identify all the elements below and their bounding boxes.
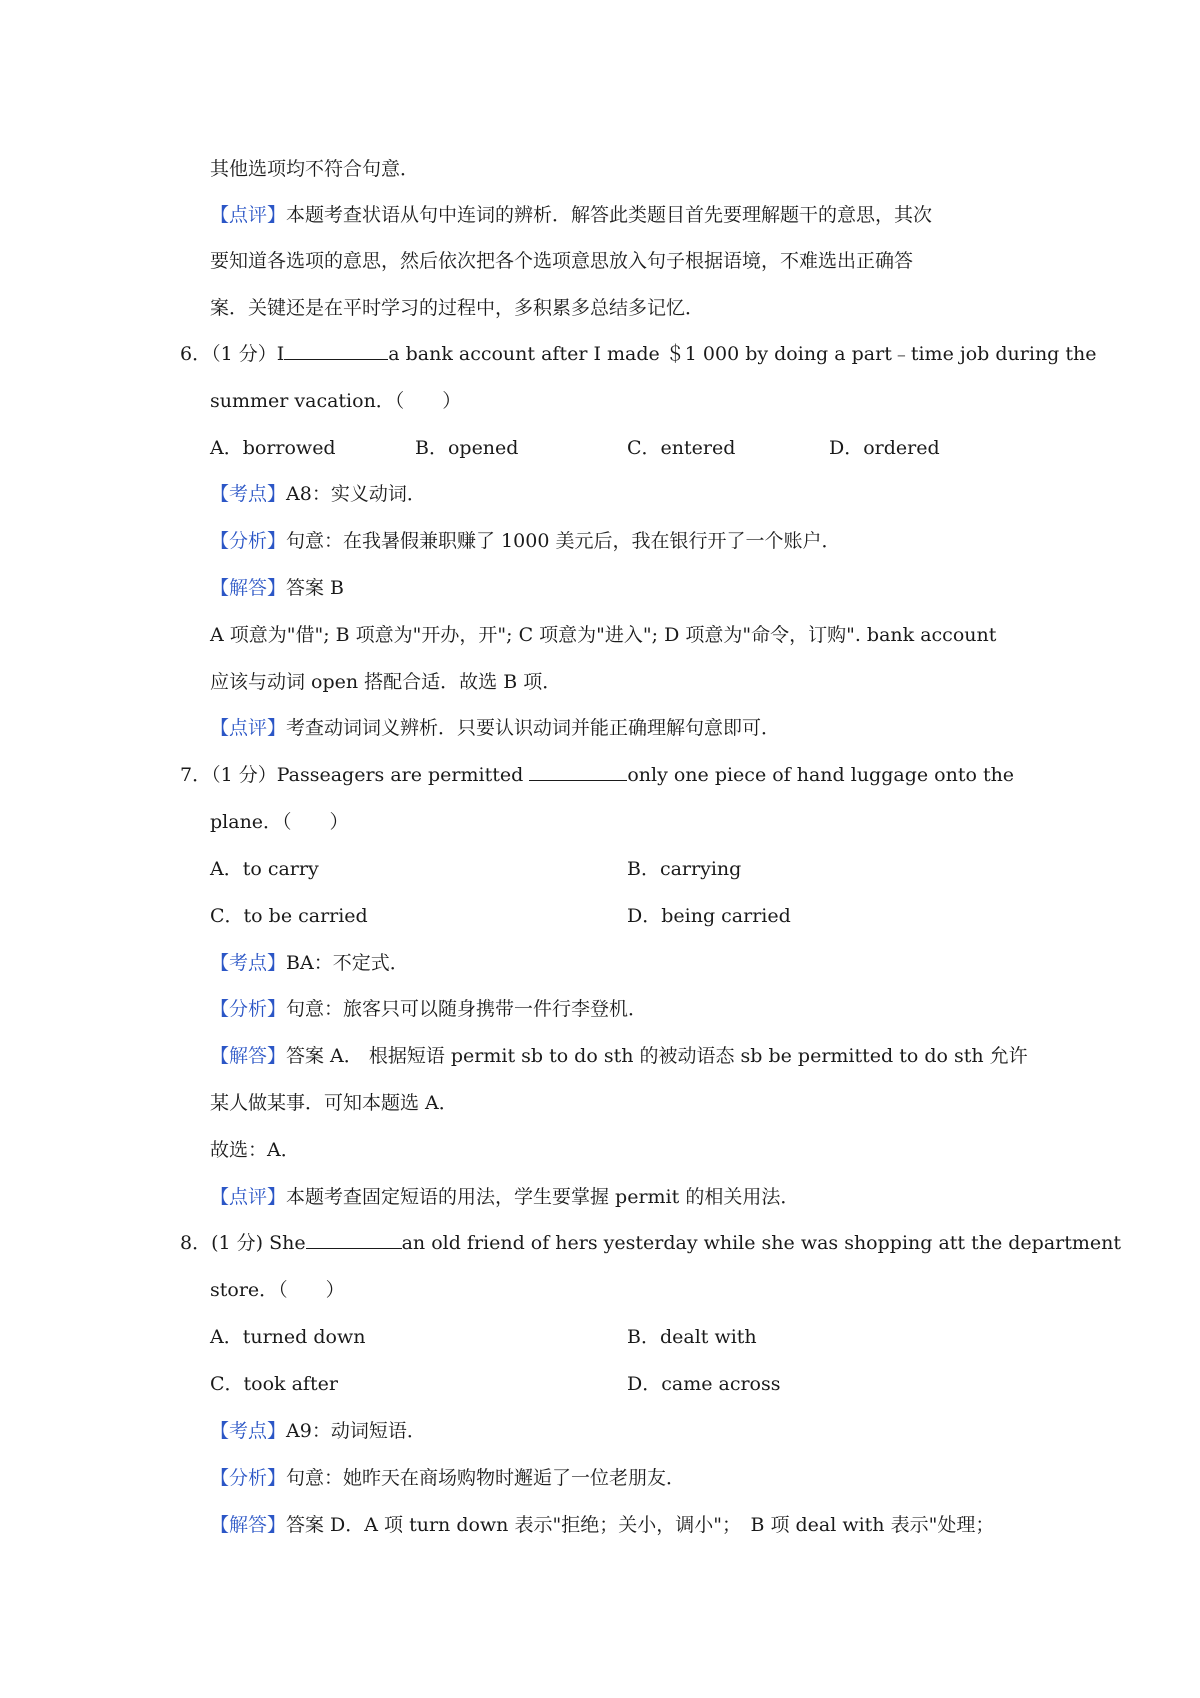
q7-option-b: B．carrying	[627, 858, 742, 880]
kaodian-tag: 【考点】	[210, 952, 287, 974]
prev-comment-line-2: 要知道各选项的意思，然后依次把各个选项意思放入句子根据语境，不难选出正确答	[210, 250, 914, 272]
fenxi-tag: 【分析】	[210, 998, 287, 1020]
q8-blank	[306, 1230, 402, 1249]
jieda-tag: 【解答】	[210, 1045, 287, 1067]
kaodian-text: A8：实义动词．	[286, 483, 426, 505]
q6-fenxi	[210, 528, 840, 554]
q8-option-b: B．dealt with	[627, 1326, 757, 1348]
q8-option-c: C．took after	[210, 1373, 338, 1395]
q8-stem-line-1	[180, 1230, 1121, 1256]
q6-stem-text: a bank account after I made ＄1 000 by doing a part﹣time job during the	[388, 343, 1097, 365]
q6-explain-line-1: A 项意为"借"; B 项意为"开办，开"; C 项意为"进入"; D 项意为"命令，订购". bank account	[210, 624, 997, 646]
prev-answer-tail: 其他选项均不符合句意．	[210, 158, 420, 180]
q6-kaodian	[210, 481, 426, 507]
q8-jieda	[210, 1512, 994, 1538]
q7-dianping	[210, 1184, 799, 1210]
q8-stem-line-2: store．（ ）	[210, 1279, 345, 1301]
dianping-tag: 【点评】	[210, 1186, 287, 1208]
fenxi-tag: 【分析】	[210, 1467, 287, 1489]
kaodian-tag: 【考点】	[210, 1420, 287, 1442]
jieda-text: 答案 B	[286, 577, 345, 599]
q6-number: 6．（1 分）I	[180, 343, 285, 365]
q7-choose: 故选：A．	[210, 1139, 300, 1161]
fenxi-tag: 【分析】	[210, 530, 287, 552]
q8-option-d: D．came across	[627, 1373, 781, 1395]
fenxi-text: 句意：她昨天在商场购物时邂逅了一位老朋友．	[286, 1467, 686, 1489]
comment-tag: 【点评】	[210, 204, 287, 226]
q8-stem-text: an old friend of hers yesterday while she was shopping att the department	[401, 1232, 1122, 1254]
q6-option-c: C．entered	[627, 437, 736, 459]
q8-kaodian	[210, 1418, 426, 1444]
kaodian-text: BA：不定式．	[286, 952, 409, 974]
q8-fenxi	[210, 1465, 685, 1491]
q7-number: 7．（1 分）Passeagers are permitted	[180, 764, 524, 786]
dianping-tag: 【点评】	[210, 717, 287, 739]
q6-jieda	[210, 575, 344, 601]
q7-jieda	[210, 1043, 1028, 1069]
dianping-text: 本题考查固定短语的用法，学生要掌握 permit 的相关用法．	[286, 1186, 800, 1208]
q6-blank	[284, 341, 388, 360]
q7-option-a: A．to carry	[210, 858, 319, 880]
q7-stem-line-2: plane．（ ）	[210, 811, 349, 833]
q7-blank	[529, 762, 627, 781]
jieda-text: 答案 D．A 项 turn down 表示"拒绝；关小，调小"； B 项 deal with 表示"处理；	[286, 1514, 995, 1536]
q8-number: 8．(1 分) She	[180, 1232, 306, 1254]
q6-stem-line-1	[180, 341, 1097, 367]
dianping-text: 考查动词词义辨析．只要认识动词并能正确理解句意即可．	[286, 717, 781, 739]
q7-jieda-line-2: 某人做某事．可知本题选 A．	[210, 1092, 458, 1114]
q6-dianping	[210, 715, 780, 741]
q6-option-d: D．ordered	[829, 437, 940, 459]
q6-option-b: B．opened	[415, 437, 519, 459]
kaodian-tag: 【考点】	[210, 483, 287, 505]
jieda-text: 答案 A． 根据短语 permit sb to do sth 的被动语态 sb be permitted to do sth 允许	[286, 1045, 1028, 1067]
q7-kaodian	[210, 950, 409, 976]
prev-comment-line-3: 案．关键还是在平时学习的过程中，多积累多总结多记忆．	[210, 297, 705, 319]
q6-explain-line-2: 应该与动词 open 搭配合适．故选 B 项．	[210, 671, 562, 693]
kaodian-text: A9：动词短语．	[286, 1420, 426, 1442]
q6-option-a: A．borrowed	[210, 437, 336, 459]
q6-stem-line-2: summer vacation．（ ）	[210, 390, 462, 412]
q7-option-d: D．being carried	[627, 905, 791, 927]
fenxi-text: 句意：在我暑假兼职赚了 1000 美元后，我在银行开了一个账户．	[286, 530, 841, 552]
jieda-tag: 【解答】	[210, 1514, 287, 1536]
q7-stem-line-1	[180, 762, 1014, 788]
q8-option-a: A．turned down	[210, 1326, 366, 1348]
q7-fenxi	[210, 996, 647, 1022]
fenxi-text: 句意：旅客只可以随身携带一件行李登机．	[286, 998, 648, 1020]
jieda-tag: 【解答】	[210, 577, 287, 599]
prev-comment-line-1	[210, 202, 932, 228]
comment-text: 本题考查状语从句中连词的辨析．解答此类题目首先要理解题干的意思，其次	[286, 204, 933, 226]
q7-stem-text: only one piece of hand luggage onto the	[627, 764, 1015, 786]
q7-option-c: C．to be carried	[210, 905, 368, 927]
